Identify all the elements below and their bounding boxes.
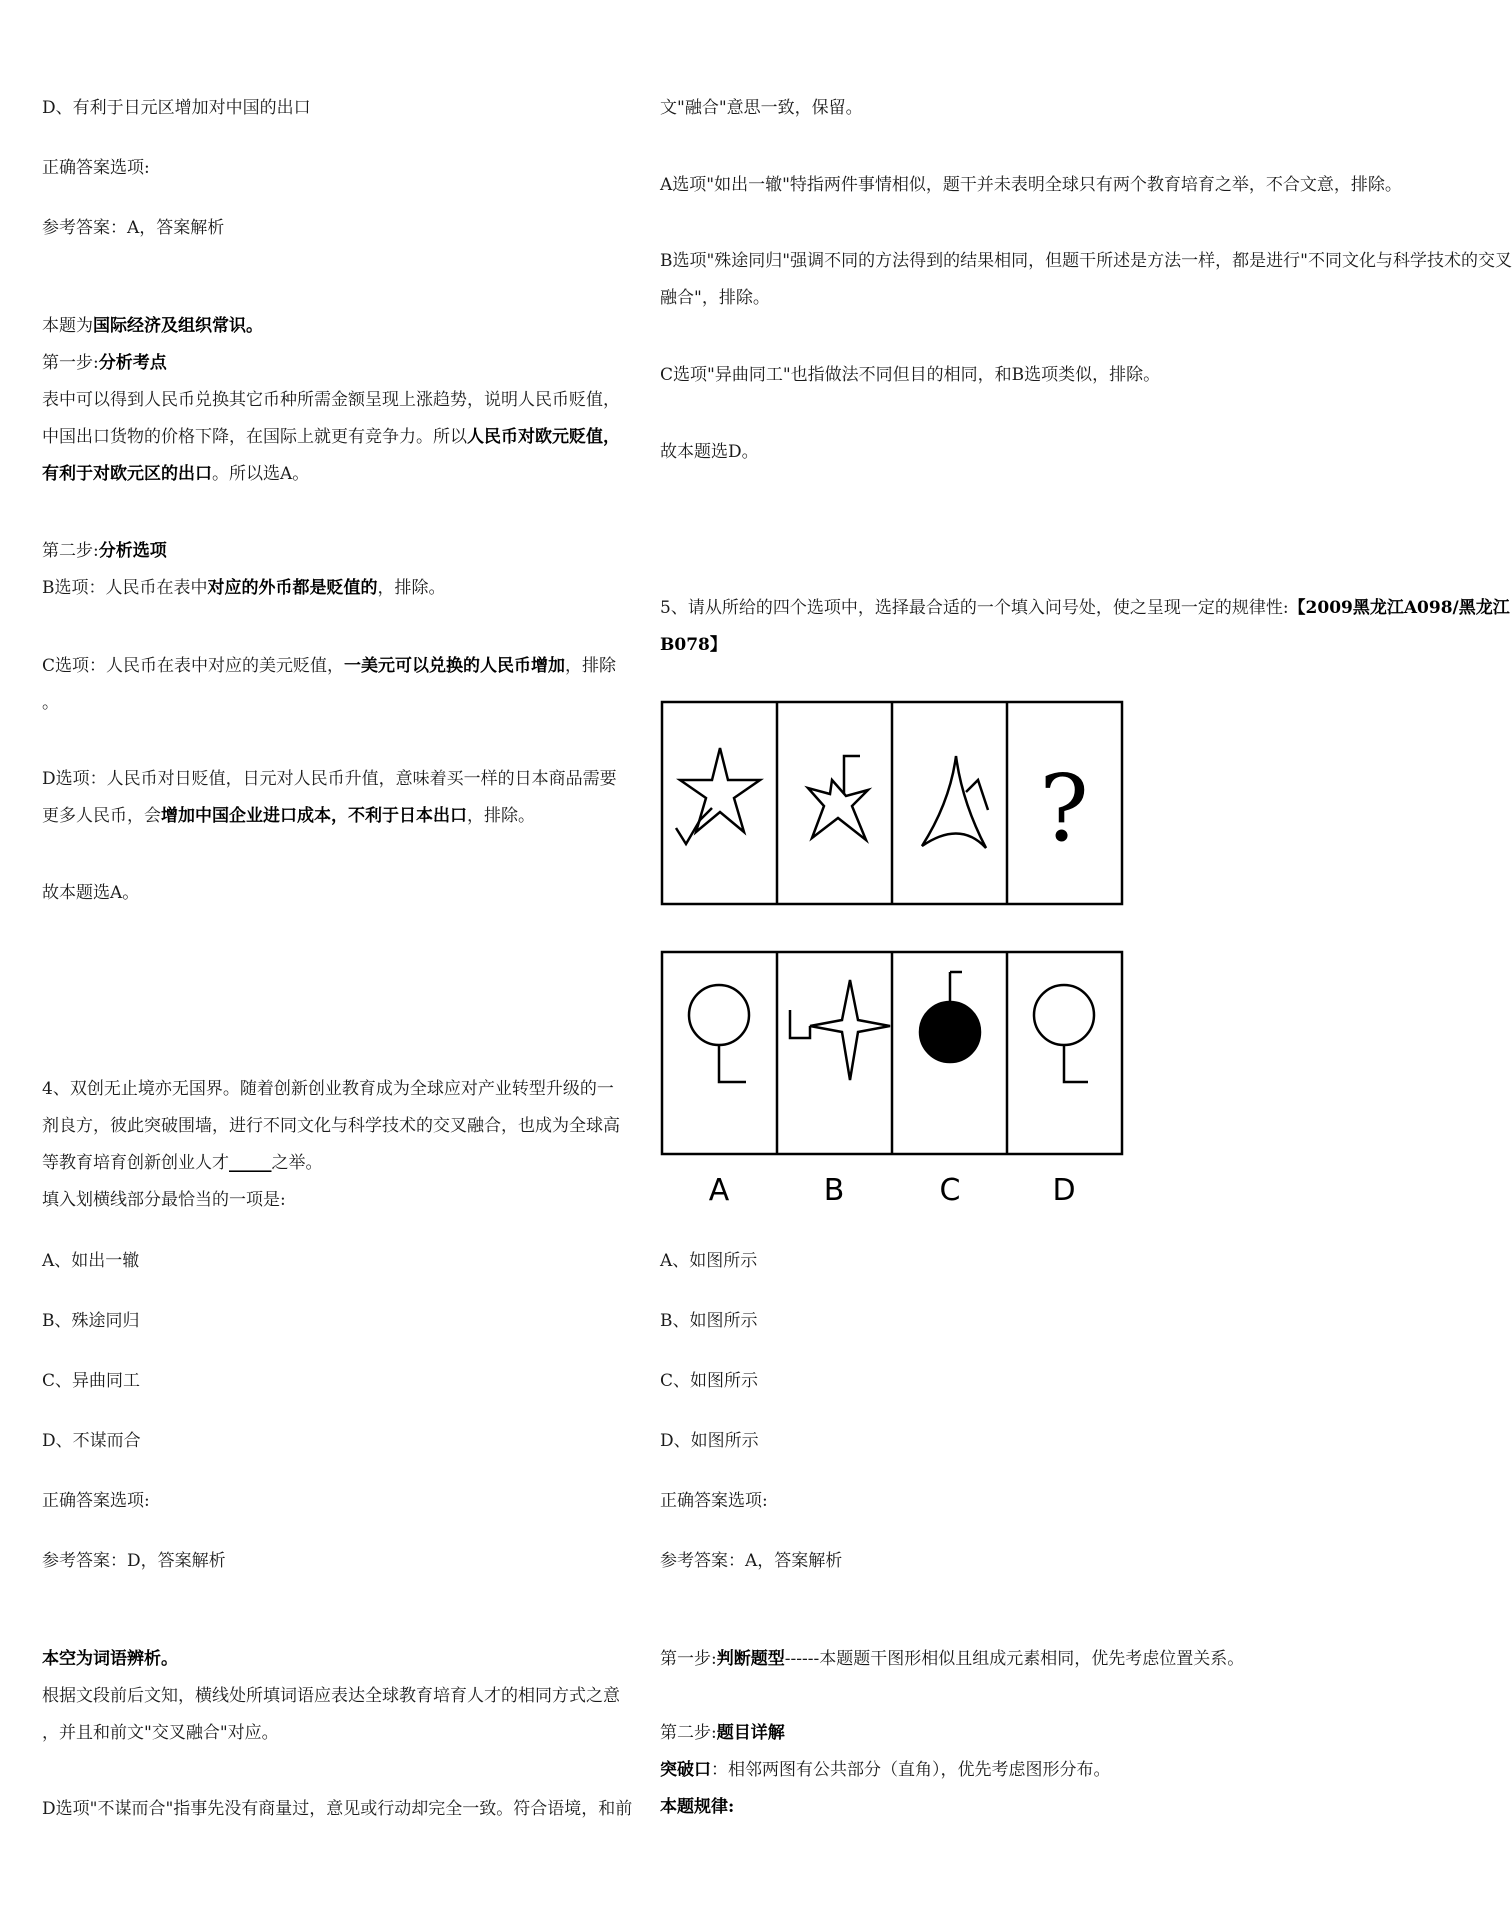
q5-rule-heading: 本题规律: xyxy=(660,1797,735,1817)
star-with-tail-icon xyxy=(676,748,760,844)
q3-step1-line2: 中国出口货物的价格下降，在国际上就更有竞争力。所以人民币对欧元贬值， xyxy=(42,427,620,447)
curved-triangle-with-hook-icon xyxy=(922,756,988,848)
q3-step1-line1: 表中可以得到人民币兑换其它币种所需金额呈现上涨趋势，说明人民币贬值， xyxy=(42,390,620,410)
q3-step2-heading: 第二步:分析选项 xyxy=(42,541,167,561)
q5-stem-line2: B078】 xyxy=(660,635,727,655)
q3-step1-line3: 有利于对欧元区的出口。所以选A。 xyxy=(42,464,310,484)
q4-explanation-line1: 根据文段前后文知，横线处所填词语应表达全球教育培育人才的相同方式之意 xyxy=(42,1686,620,1706)
q3-conclusion: 故本题选A。 xyxy=(42,883,140,903)
option-d-circle-with-tail-icon xyxy=(1034,985,1094,1082)
q4-conclusion: 故本题选D。 xyxy=(660,442,759,462)
q5-option-d: D、如图所示 xyxy=(660,1431,759,1451)
q5-option-c: C、如图所示 xyxy=(660,1371,759,1391)
q3-topic: 本题为国际经济及组织常识。 xyxy=(42,316,263,336)
q5-option-a: A、如图所示 xyxy=(660,1251,758,1271)
cut-star-with-hook-icon xyxy=(808,756,868,840)
option-label-d: D xyxy=(1052,1173,1076,1208)
q5-answer-prompt: 正确答案选项: xyxy=(660,1491,768,1511)
q5-option-b: B、如图所示 xyxy=(660,1311,758,1331)
q4-reference-answer: 参考答案：D，答案解析 xyxy=(42,1551,226,1571)
q4-blank: _____ xyxy=(229,1153,272,1173)
q5-breakthrough: 突破口：相邻两图有公共部分（直角），优先考虑图形分布。 xyxy=(660,1760,1111,1780)
q5-step1: 第一步:判断题型------本题题干图形相似且组成元素相同，优先考虑位置关系。 xyxy=(660,1649,1245,1669)
q4-option-b: B、殊途同归 xyxy=(42,1311,140,1331)
option-a-circle-with-tail-icon xyxy=(689,985,749,1082)
q4-stem-line2: 剂良方，彼此突破围墙，进行不同文化与科学技术的交叉融合，也成为全球高 xyxy=(42,1116,620,1136)
option-c-filled-circle-icon xyxy=(920,972,980,1062)
q4-option-d: D、不谋而合 xyxy=(42,1431,141,1451)
q3-option-c-analysis: C选项：人民币在表中对应的美元贬值，一美元可以兑换的人民币增加，排除 xyxy=(42,656,617,676)
q4-option-d-analysis-line1: D选项"不谋而合"指事先没有商量过，意见或行动却完全一致。符合语境，和前 xyxy=(42,1799,633,1819)
option-label-b: B xyxy=(823,1173,845,1208)
q3-option-d: D、有利于日元区增加对中国的出口 xyxy=(42,98,311,118)
q4-topic: 本空为词语辨析。 xyxy=(42,1649,178,1669)
q4-answer-prompt: 正确答案选项: xyxy=(42,1491,150,1511)
q5-figure xyxy=(660,700,1130,1210)
q3-option-c-analysis-cont: 。 xyxy=(42,693,59,713)
q4-stem-line1: 4、双创无止境亦无国界。随着创新创业教育成为全球应对产业转型升级的一 xyxy=(42,1079,614,1099)
q3-answer-prompt: 正确答案选项: xyxy=(42,158,150,178)
q3-option-d-analysis-line2: 更多人民币，会增加中国企业进口成本，不利于日本出口，排除。 xyxy=(42,806,535,826)
q3-topic-bold: 国际经济及组织常识。 xyxy=(93,316,263,336)
q5-reference-answer: 参考答案：A，答案解析 xyxy=(660,1551,843,1571)
q5-step2-heading: 第二步:题目详解 xyxy=(660,1723,785,1743)
q4-option-a-analysis: A选项"如出一辙"特指两件事情相似，题干并未表明全球只有两个教育培育之举，不合文意，排除。 xyxy=(660,175,1402,195)
q4-stem-line3: 等教育培育创新创业人才_____之举。 xyxy=(42,1153,323,1173)
q3-step1-heading: 第一步:分析考点 xyxy=(42,353,167,373)
q5-stem-line1: 5、请从所给的四个选项中，选择最合适的一个填入问号处，使之呈现一定的规律性:【2009黑龙江A098/黑龙江 xyxy=(660,598,1510,618)
option-label-a: A xyxy=(708,1173,730,1208)
q4-option-a: A、如出一辙 xyxy=(42,1251,140,1271)
q4-option-b-analysis-line2: 融合"，排除。 xyxy=(660,288,770,308)
q4-option-d-analysis-line2: 文"融合"意思一致，保留。 xyxy=(660,98,863,118)
option-label-c: C xyxy=(939,1173,961,1208)
q4-option-c-analysis: C选项"异曲同工"也指做法不同但目的相同，和B选项类似，排除。 xyxy=(660,365,1161,385)
q4-explanation-line2: ，并且和前文"交叉融合"对应。 xyxy=(42,1723,279,1743)
q3-option-b-analysis: B选项：人民币在表中对应的外币都是贬值的，排除。 xyxy=(42,578,446,598)
q3-reference-answer: 参考答案：A，答案解析 xyxy=(42,218,225,238)
q4-option-c: C、异曲同工 xyxy=(42,1371,141,1391)
option-b-four-point-star-icon xyxy=(790,980,890,1080)
question-mark-icon: ? xyxy=(1039,755,1089,862)
q4-instruction: 填入划横线部分最恰当的一项是: xyxy=(42,1190,286,1210)
q3-option-d-analysis-line1: D选项：人民币对日贬值，日元对人民币升值，意味着买一样的日本商品需要 xyxy=(42,769,617,789)
q4-option-b-analysis-line1: B选项"殊途同归"强调不同的方法得到的结果相同，但题干所述是方法一样，都是进行"不同文化与科学技术的交叉 xyxy=(660,251,1512,271)
